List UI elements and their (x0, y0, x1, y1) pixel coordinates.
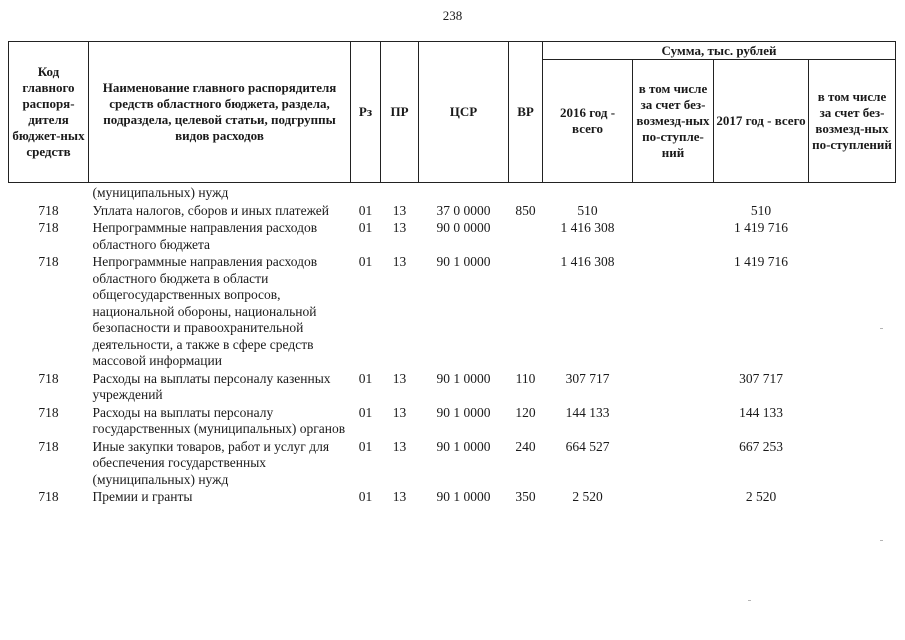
header-2016-total: 2016 год - всего (543, 60, 633, 183)
cell-2016-free (633, 203, 714, 221)
cell-pr: 13 (392, 489, 407, 504)
scan-speck (880, 540, 883, 541)
cell-2017-total: 1 419 716 (734, 254, 788, 269)
header-csr: ЦСР (419, 42, 509, 183)
header-sum-group: Сумма, тыс. рублей (543, 42, 896, 60)
cell-2017-total: 307 717 (739, 370, 783, 386)
header-pr: ПР (381, 42, 419, 183)
scan-speck (880, 328, 883, 329)
cell-pr: 13 (392, 370, 407, 386)
cell-vr: 240 (515, 438, 536, 454)
cell-code: 718 (38, 370, 59, 386)
page-number: 238 (442, 8, 463, 23)
cell-vr: 350 (515, 489, 536, 504)
table-row (9, 371, 896, 405)
table-body (9, 183, 896, 507)
header-2017-total: 2017 год - всего (714, 60, 809, 183)
cell-csr: 90 1 0000 (436, 254, 491, 269)
cell-rz: 01 (358, 489, 373, 504)
cell-2017-free (809, 405, 896, 439)
cell-vr: 120 (515, 404, 536, 420)
header-vr: ВР (509, 42, 543, 183)
header-2016-free: в том числе за счет без-возмезд-ных по-ступле-ний (633, 60, 714, 183)
cell-rz: 01 (358, 404, 373, 420)
cell-csr: 37 0 0000 (436, 202, 491, 218)
cell-rz (351, 183, 381, 203)
cell-2016-free (633, 371, 714, 405)
cell-vr (509, 183, 543, 203)
cell-2017-free (809, 489, 896, 507)
cell-2016-free (633, 183, 714, 203)
cell-2016-free (633, 439, 714, 490)
cell-2016-total: 144 133 (565, 404, 610, 420)
cell-2017-free (809, 254, 896, 371)
cell-code: 718 (38, 220, 59, 235)
table-row (9, 254, 896, 371)
cell-code (9, 183, 89, 203)
cell-vr (509, 254, 543, 371)
cell-2017-total (714, 183, 809, 203)
cell-name: Непрограммные направления расходов областного бюджета (92, 220, 318, 252)
cell-csr: 90 1 0000 (436, 438, 491, 454)
cell-2016-free (633, 405, 714, 439)
cell-rz: 01 (358, 438, 373, 454)
cell-2016-free (633, 254, 714, 371)
cell-2017-free (809, 220, 896, 254)
cell-rz: 01 (358, 254, 373, 269)
cell-2017-total: 510 (750, 202, 772, 218)
cell-2017-free (809, 183, 896, 203)
cell-pr (381, 183, 419, 203)
cell-name: (муниципальных) нужд (92, 185, 229, 200)
cell-pr: 13 (392, 254, 407, 269)
budget-table (8, 41, 896, 507)
cell-rz: 01 (358, 202, 373, 218)
cell-name: Премии и гранты (92, 489, 193, 504)
header-name: Наименование главного распорядителя средств областного бюджета, раздела, подраздела, целевой статьи, подгруппы видов расходов (89, 42, 351, 183)
cell-name: Уплата налогов, сборов и иных платежей (92, 202, 329, 218)
table-row (9, 203, 896, 221)
table-row (9, 489, 896, 507)
cell-code: 718 (38, 404, 59, 420)
cell-rz: 01 (358, 370, 373, 386)
scan-speck (748, 600, 751, 601)
cell-rz: 01 (358, 220, 373, 235)
table-header (9, 42, 896, 183)
cell-name: Непрограммные направления расходов областного бюджета в области общегосударственных вопросов, национальной обороны, национальной безопасности и правоохранительной деятельности, а также в сфере средств массовой информации (92, 254, 318, 368)
cell-2016-total: 307 717 (565, 370, 610, 386)
table-row (9, 183, 896, 203)
cell-code: 718 (38, 489, 59, 504)
cell-vr (509, 220, 543, 254)
cell-2016-total: 1 416 308 (560, 220, 615, 235)
cell-2017-free (809, 203, 896, 221)
cell-csr (419, 183, 509, 203)
cell-code: 718 (38, 202, 59, 218)
cell-code: 718 (38, 254, 59, 269)
cell-2017-total: 1 419 716 (734, 220, 788, 235)
cell-2017-free (809, 371, 896, 405)
cell-2017-total: 2 520 (745, 489, 777, 504)
cell-2016-free (633, 220, 714, 254)
cell-2016-total: 2 520 (572, 489, 603, 504)
header-rz: Рз (351, 42, 381, 183)
cell-2016-total (543, 183, 633, 203)
cell-csr: 90 1 0000 (436, 404, 491, 420)
table-row (9, 220, 896, 254)
table-row (9, 439, 896, 490)
cell-2017-free (809, 439, 896, 490)
table-row (9, 405, 896, 439)
cell-vr: 850 (515, 202, 536, 218)
cell-2016-total: 510 (577, 202, 598, 218)
cell-name: Расходы на выплаты персоналу государственных (муниципальных) органов (92, 404, 346, 436)
cell-pr: 13 (392, 404, 407, 420)
cell-csr: 90 1 0000 (436, 489, 491, 504)
cell-pr: 13 (392, 220, 407, 235)
cell-2017-total: 667 253 (739, 438, 783, 454)
cell-code: 718 (38, 438, 59, 454)
header-code: Код главного распоря-дителя бюджет-ных средств (9, 42, 89, 183)
cell-name: Расходы на выплаты персоналу казенных учреждений (92, 370, 331, 402)
cell-csr: 90 1 0000 (436, 370, 491, 386)
cell-2016-total: 664 527 (565, 438, 610, 454)
cell-2017-total: 144 133 (739, 404, 783, 420)
cell-2016-free (633, 489, 714, 507)
header-2017-free: в том числе за счет без-возмезд-ных по-ступлений (809, 60, 896, 183)
cell-pr: 13 (392, 438, 407, 454)
cell-2016-total: 1 416 308 (560, 254, 615, 269)
cell-vr: 110 (515, 370, 536, 386)
cell-pr: 13 (392, 202, 407, 218)
cell-name: Иные закупки товаров, работ и услуг для обеспечения государственных (муниципальных) нужд (92, 438, 330, 487)
cell-csr: 90 0 0000 (436, 220, 491, 235)
